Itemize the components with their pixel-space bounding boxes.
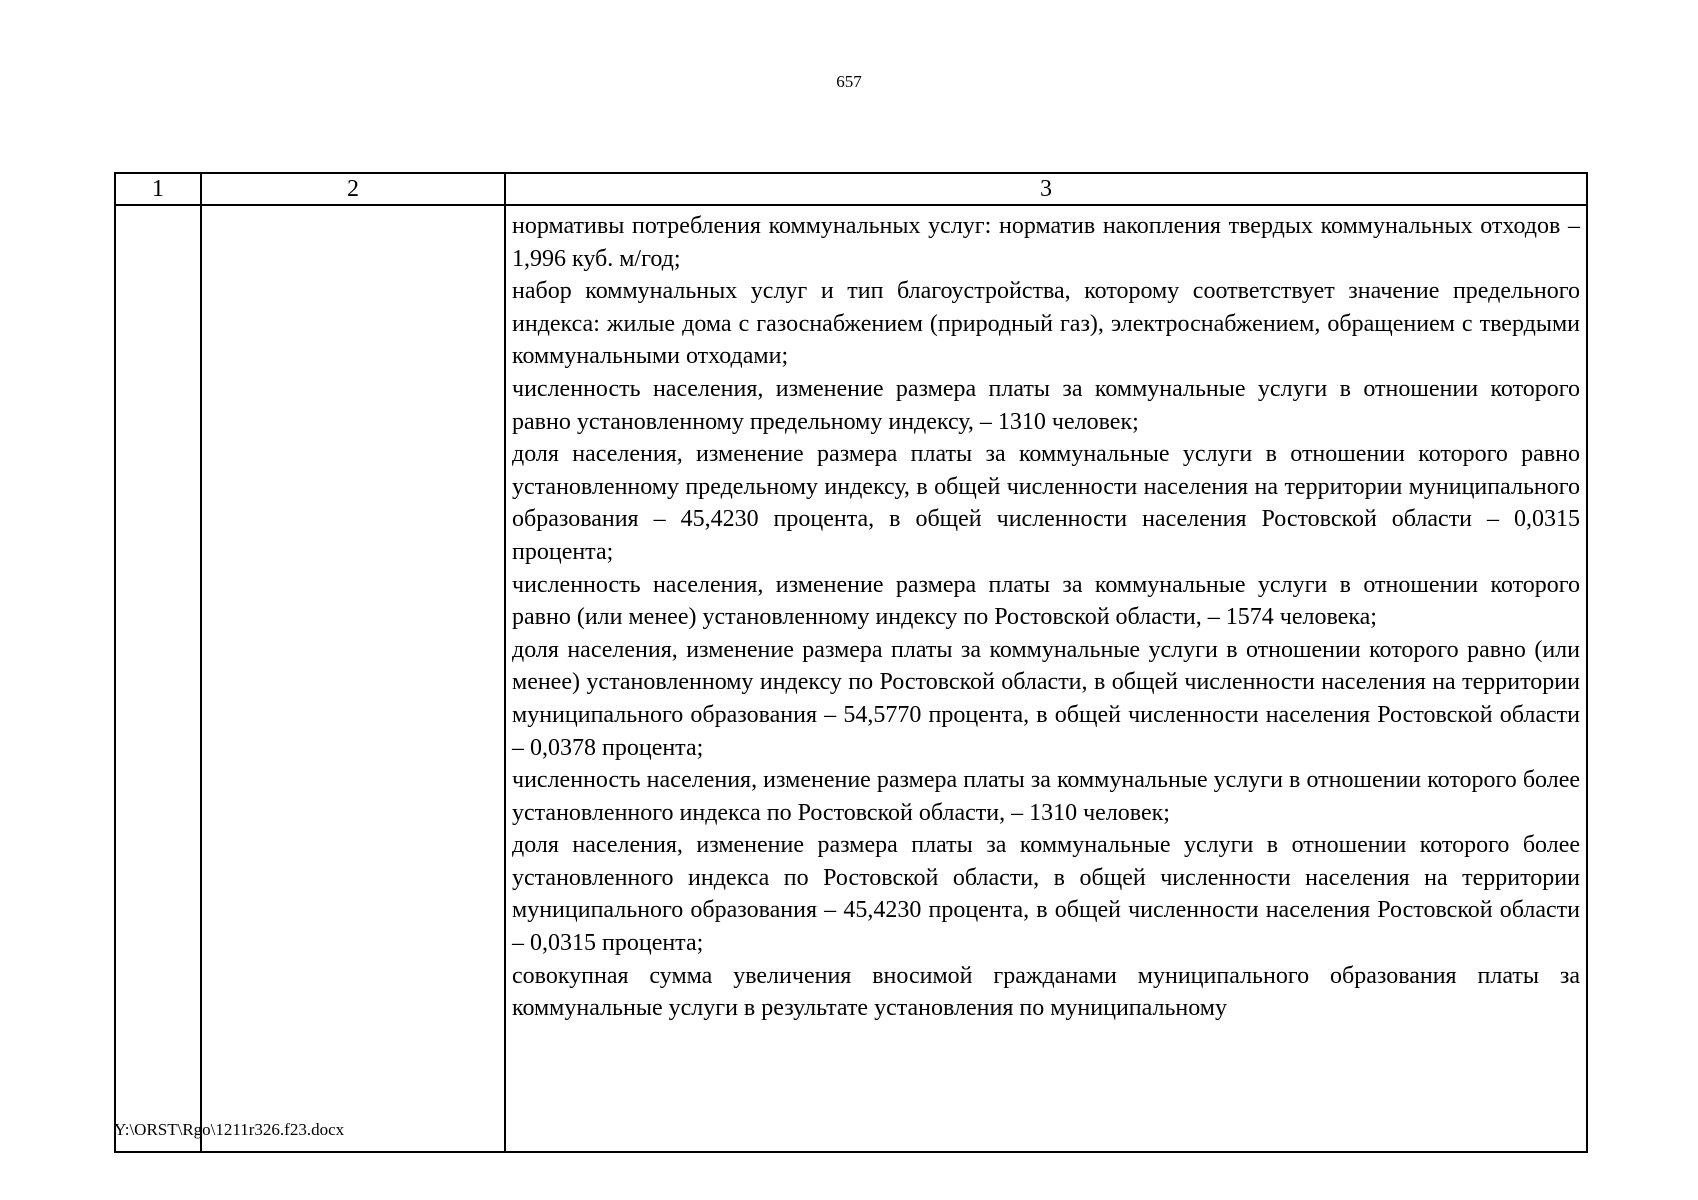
document-table xyxy=(114,172,1588,1153)
table-row xyxy=(115,205,1587,1152)
table-header-row xyxy=(115,173,1587,205)
paragraph: доля населения, изменение размера платы за коммунальные услуги в отношении которого равно установленному предельному индексу, в общей численности населения на территории муниципального образования – 45,4230 процента, в общей численности населения Ростовской области – 0,0315 процента; xyxy=(512,441,1580,565)
paragraph: численность населения, изменение размера платы за коммунальные услуги в отношении которого равно (или менее) установленному индексу по Ростовской области, – 1574 человека; xyxy=(512,571,1580,631)
paragraph: доля населения, изменение размера платы за коммунальные услуги в отношении которого равно (или менее) установленному индексу по Ростовской области, в общей численности населения на территории муниципального образования – 54,5770 процента, в общей численности населения Ростовской области – 0,0378 процента; xyxy=(512,636,1580,761)
table-cell-col3 xyxy=(505,205,1587,1152)
page-number: 657 xyxy=(836,72,862,91)
paragraph: численность населения, изменение размера платы за коммунальные услуги в отношении которого более установленного индекса по Ростовской области, – 1310 человек; xyxy=(512,767,1580,826)
column-header-3: 3 xyxy=(505,173,1587,205)
paragraph: доля населения, изменение размера платы за коммунальные услуги в отношении которого более установленного индекса по Ростовской области, в общей численности населения на территории муниципального образования – 45,4230 процента, в общей численности населения Ростовской области – 0,0315 процента; xyxy=(512,832,1580,957)
cell-text-block xyxy=(506,206,1586,1025)
paragraph: нормативы потребления коммунальных услуг: норматив накопления твердых коммунальных отходов – 1,996 куб. м/год; xyxy=(512,213,1580,272)
table-cell-col1 xyxy=(115,205,201,1152)
paragraph: набор коммунальных услуг и тип благоустройства, которому соответствует значение предельного индекса: жилые дома с газоснабжением (природный газ), электроснабжением, обращением с твердыми коммунальными отходами; xyxy=(512,278,1580,370)
table-cell-col2 xyxy=(201,205,505,1152)
paragraph: численность населения, изменение размера платы за коммунальные услуги в отношении которого равно установленному предельному индексу, – 1310 человек; xyxy=(512,375,1580,435)
column-header-1: 1 xyxy=(115,173,201,205)
column-header-2: 2 xyxy=(201,173,505,205)
footer-file-path: Y:\ORST\Rgo\1211r326.f23.docx xyxy=(114,1120,345,1139)
paragraph: совокупная сумма увеличения вносимой гражданами муниципального образования платы за коммунальные услуги в результате установления по муниципальному xyxy=(512,962,1580,1022)
